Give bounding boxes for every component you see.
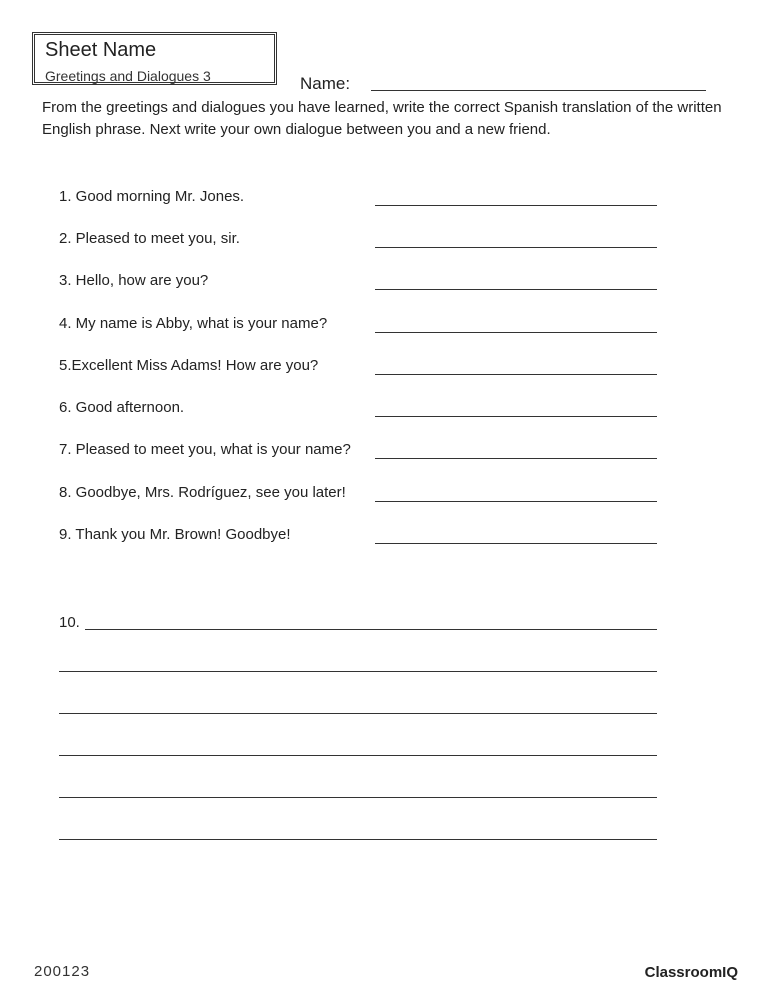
question-9: 9. Thank you Mr. Brown! Goodbye! xyxy=(59,526,291,543)
answer-line-4[interactable] xyxy=(375,332,657,333)
footer-brand: ClassroomIQ xyxy=(644,964,738,981)
sheet-subtitle: Greetings and Dialogues 3 xyxy=(45,68,211,84)
question-5: 5.Excellent Miss Adams! How are you? xyxy=(59,357,319,374)
name-field[interactable] xyxy=(371,90,706,91)
sheet-title: Sheet Name xyxy=(45,39,157,61)
answer-line-8[interactable] xyxy=(375,501,657,502)
question-7: 7. Pleased to meet you, what is your name? xyxy=(59,441,351,458)
answer-line-2[interactable] xyxy=(375,247,657,248)
answer-line-7[interactable] xyxy=(375,458,657,459)
dialogue-line-3[interactable] xyxy=(59,713,657,714)
dialogue-line-2[interactable] xyxy=(59,671,657,672)
dialogue-line-1[interactable] xyxy=(85,629,657,630)
instructions: From the greetings and dialogues you have learned, write the correct Spanish translation of the written English phrase. Next write your own dialogue between you and a new friend. xyxy=(42,99,722,138)
question-4: 4. My name is Abby, what is your name? xyxy=(59,315,328,332)
sheet-title-box xyxy=(32,32,277,85)
dialogue-line-5[interactable] xyxy=(59,797,657,798)
question-8: 8. Goodbye, Mrs. Rodríguez, see you later! xyxy=(59,484,346,501)
answer-line-5[interactable] xyxy=(375,374,657,375)
answer-line-6[interactable] xyxy=(375,416,657,417)
answer-line-3[interactable] xyxy=(375,289,657,290)
dialogue-label: 10. xyxy=(59,614,80,631)
dialogue-line-6[interactable] xyxy=(59,839,657,840)
dialogue-line-4[interactable] xyxy=(59,755,657,756)
name-label: Name: xyxy=(300,74,351,93)
question-6: 6. Good afternoon. xyxy=(59,399,185,416)
answer-line-9[interactable] xyxy=(375,543,657,544)
answer-line-1[interactable] xyxy=(375,205,657,206)
footer-code: 200123 xyxy=(34,963,91,980)
question-2: 2. Pleased to meet you, sir. xyxy=(59,230,240,247)
question-1: 1. Good morning Mr. Jones. xyxy=(59,188,245,205)
question-3: 3. Hello, how are you? xyxy=(59,272,209,289)
